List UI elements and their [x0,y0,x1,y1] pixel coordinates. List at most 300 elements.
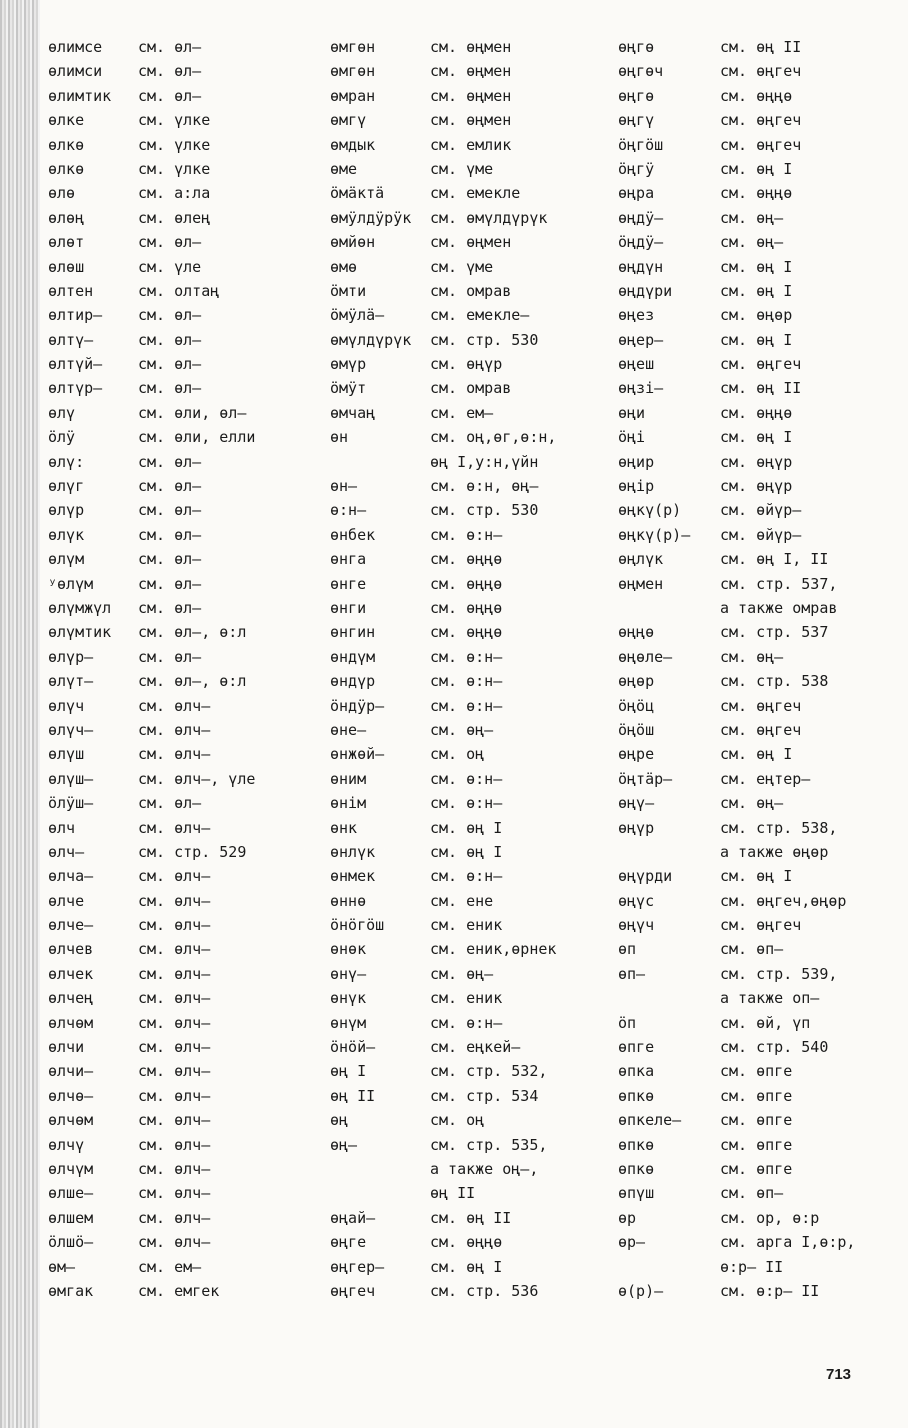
cross-reference: см. өңңө [430,1233,503,1252]
headword: өлчөм [48,1111,94,1130]
entry-row [618,328,793,352]
entry-row [618,669,829,693]
entry-row [330,937,557,961]
entry-row [48,425,256,449]
headword: өңүрди [618,867,673,886]
headword: өлч– [48,842,85,861]
cross-reference: см. өң I [720,745,793,764]
headword: өнгин [330,623,376,642]
headword: öнöгöш [330,916,385,935]
headword: өңкү(р)– [618,525,691,544]
entry-row [48,450,202,474]
cross-reference: см. арга I,ө:р, [720,1233,856,1252]
cross-reference: см. өңөр [720,306,793,325]
cross-reference: см. ө:н– [430,1013,503,1032]
headword: өп– [618,964,646,983]
headword: өңңө [618,623,655,642]
entry-row [618,791,784,815]
cross-reference: см. өл– [138,379,202,398]
entry-row [48,889,211,913]
headword: өлчек [48,964,94,983]
entry-row [330,59,512,83]
headword: өңеш [618,355,655,374]
entry-row [48,596,202,620]
cross-reference: см. стр. 539, [720,964,838,983]
headword: өңүс [618,891,655,910]
cross-reference: см. өң– [720,208,784,227]
cross-reference: см. өңүр [720,477,793,496]
headword: өңөр [618,672,655,691]
entry-row [618,450,793,474]
entry-row [330,1181,476,1205]
headword: өлчөм [48,1013,94,1032]
headword: өңлүк [618,550,664,569]
cross-reference: см. өлең [138,208,211,227]
headword: өлүш [48,745,85,764]
cross-reference: см. өңмен [430,38,512,56]
headword: өңгеч [330,1281,376,1300]
entry-row [618,1206,820,1230]
headword: өлүч– [48,720,94,739]
entry-row [618,1108,793,1132]
headword: өлимсе [48,38,103,56]
entry-row [618,108,802,132]
cross-reference: см. өлч– [138,818,211,837]
cross-reference: см. өңгеч [720,916,802,935]
headword: өлүр– [48,647,94,666]
headword: өнмек [330,867,376,886]
cross-reference: см. өлч– [138,1159,211,1178]
cross-reference: см. өлч– [138,720,211,739]
cross-reference: см. өпге [720,1111,793,1130]
page-binding-shadow [0,0,40,1428]
cross-reference: өң II [430,1184,476,1203]
cross-reference: см. өлч– [138,696,211,715]
entry-row [48,645,202,669]
cross-reference: см. өлч– [138,1135,211,1154]
entry-row [330,1279,539,1303]
cross-reference: см. өпге [720,1159,793,1178]
entry-row [330,206,548,230]
headword: өңүр [618,818,655,837]
entry-row [618,645,784,669]
entry-row [618,718,802,742]
entry-row [618,157,793,181]
cross-reference: см. өңүр [720,452,793,471]
headword: өмгү [330,111,367,130]
entry-row [330,1230,503,1254]
cross-reference: см. ө:н– [430,794,503,813]
headword: өң I [330,1062,367,1081]
cross-reference: см. емекле– [430,306,530,325]
entry-row [48,84,202,108]
cross-reference: см. өл– [138,647,202,666]
cross-reference: см. омрав [430,379,512,398]
headword: өмгөн [330,38,376,56]
entry-row [48,913,211,937]
entry-row [48,986,211,1010]
entry-row [618,1157,793,1181]
cross-reference: см. стр. 529 [138,842,247,861]
cross-reference: см. өңмен [430,86,512,105]
cross-reference: см. өли, өл– [138,403,247,422]
cross-reference: см. еник,өрнек [430,940,557,959]
entry-row [48,1011,211,1035]
cross-reference: см. а:ла [138,184,211,203]
headword: öмти [330,281,367,300]
headword: өлчө– [48,1086,94,1105]
entry-row [330,157,494,181]
cross-reference: см. ө:н– [430,672,503,691]
headword: өмүр [330,355,367,374]
headword: өлшем [48,1208,94,1227]
headword: öндӱр– [330,696,385,715]
headword: өнөк [330,940,367,959]
entry-row [48,1133,211,1157]
entry-row [618,523,802,547]
entry-row [618,425,793,449]
entry-row [48,840,247,864]
entry-row [618,1011,811,1035]
headword: өлтү– [48,330,94,349]
entry-row [48,498,202,522]
headword: өнги [330,598,367,617]
headword: өлчең [48,989,94,1008]
entry-row [48,1035,211,1059]
cross-reference: см. оң [430,745,485,764]
cross-reference: см. өң– [720,647,784,666]
entry-row [618,59,802,83]
headword: өн [330,428,349,447]
entry-row [330,279,512,303]
entry-row [618,376,802,400]
cross-reference: см. олтаң [138,281,220,300]
entry-row [618,889,847,913]
cross-reference: см. өл– [138,598,202,617]
entry-row [48,352,202,376]
entry-row [330,1133,548,1157]
headword: өмгөн [330,62,376,81]
cross-reference: см. өй, үп [720,1013,811,1032]
entry-row [618,547,829,571]
entry-row [330,1255,503,1279]
cross-reference: см. өлч– [138,1013,211,1032]
cross-reference: см. стр. 530 [430,501,539,520]
entry-row [330,889,494,913]
entry-row [48,1157,211,1181]
cross-reference: см. ем– [138,1257,202,1276]
cross-reference: см. өл– [138,525,202,544]
cross-reference: см. өйүр– [720,525,802,544]
entry-row [48,279,220,303]
entry-row [618,1279,820,1303]
entry-row [330,986,503,1010]
cross-reference: см. өң– [430,720,494,739]
headword: өлимси [48,62,103,81]
cross-reference: см. ө:н– [430,696,503,715]
headword: өр– [618,1233,646,1252]
headword: өлү [48,403,76,422]
cross-reference: см. үлке [138,111,211,130]
cross-reference: см. омрав [430,281,512,300]
headword: өлүмжүл [48,598,112,617]
entry-row [48,59,202,83]
cross-reference: см. өң I [720,330,793,349]
entry-row [330,864,503,888]
headword: öңгӱ [618,159,655,178]
headword: өңгө [618,86,655,105]
cross-reference: см. стр. 540 [720,1038,829,1057]
cross-reference: см. өлч–, үле [138,769,256,788]
headword: өндүм [330,647,376,666]
entry-row [330,328,539,352]
entry-row [48,255,202,279]
entry-row [618,620,829,644]
cross-reference: см. өлч– [138,867,211,886]
entry-row [330,498,539,522]
headword: өлч [48,818,76,837]
headword: өлчев [48,940,94,959]
entry-row [618,572,838,596]
entry-row [618,1255,784,1279]
headword: өлүш– [48,769,94,788]
headword: өң [330,1111,349,1130]
cross-reference: см. өңңө [430,550,503,569]
entry-row [330,108,512,132]
headword: өмчаң [330,403,376,422]
headword: өмӱлдӱрӱк [330,208,412,227]
headword: өпкө [618,1159,655,1178]
entry-row [618,913,802,937]
cross-reference: см. өңгеч [720,111,802,130]
headword: өлчүм [48,1159,94,1178]
headword: өң II [330,1086,376,1105]
entry-row [618,401,793,425]
headword: өпкө [618,1135,655,1154]
cross-reference: см. емекле [430,184,521,203]
cross-reference: см. өл– [138,330,202,349]
entry-row [618,230,784,254]
entry-row [330,742,485,766]
headword: öңöц [618,696,655,715]
headword: өним [330,769,367,788]
headword: өң– [330,1135,358,1154]
cross-reference: см. стр. 538 [720,672,829,691]
headword: өңир [618,452,655,471]
entry-row [48,864,211,888]
entry-row [48,620,247,644]
headword: өр [618,1208,637,1227]
entry-row [48,718,211,742]
entry-row [618,1084,793,1108]
cross-reference: см. өл– [138,794,202,813]
cross-reference: см. емгек [138,1281,220,1300]
cross-reference: см. үме [430,257,494,276]
headword: өңөле– [618,647,673,666]
entry-row [618,133,802,157]
cross-reference: см. емлик [430,135,512,154]
entry-row [618,35,802,59]
entry-row [48,694,211,718]
headword: өмдык [330,135,376,154]
cross-reference: см. ор, ө:р [720,1208,820,1227]
cross-reference: см. өл– [138,452,202,471]
entry-row [330,620,503,644]
entry-row [48,1230,211,1254]
entry-row [330,303,530,327]
entry-row [618,474,793,498]
headword: өңер– [618,330,664,349]
headword: өлүч [48,696,85,715]
entry-row [330,84,512,108]
headword: өлчи– [48,1062,94,1081]
entry-row [618,1181,784,1205]
headword: өнүм [330,1013,367,1032]
headword: өңзі– [618,379,664,398]
entry-row [48,181,211,205]
dictionary-column-1 [48,35,256,1303]
entry-row [618,937,784,961]
cross-reference: см. өңгеч [720,355,802,374]
cross-reference: см. өпге [720,1086,793,1105]
cross-reference: см. өңүр [430,355,503,374]
cross-reference: см. өңңө [430,574,503,593]
headword: өңгө [618,38,655,56]
cross-reference: см. өңңө [720,86,793,105]
headword: өңгү [618,111,655,130]
headword: өлүг [48,477,85,496]
entry-row [48,401,247,425]
cross-reference: см. ем– [430,403,494,422]
entry-row [618,864,793,888]
cross-reference: см. оң,өг,ө:н, [430,428,557,447]
cross-reference: см. өңмен [430,111,512,130]
headword: öлшö– [48,1233,94,1252]
headword: öлӱ [48,428,76,447]
cross-reference: см. өң– [720,233,784,252]
cross-reference: см. өл– [138,574,202,593]
headword: өме [330,159,358,178]
entry-row [330,1011,503,1035]
cross-reference: см. өңгеч,өңөр [720,891,847,910]
headword: өлүр [48,501,85,520]
entry-row [618,1035,829,1059]
headword: өңез [618,306,655,325]
headword: ө:н– [330,501,367,520]
entry-row [618,816,838,840]
entry-row [618,840,829,864]
entry-row [618,1230,856,1254]
cross-reference: см. стр. 537, [720,574,838,593]
headword: өңи [618,403,646,422]
headword: öмӱлä– [330,306,385,325]
cross-reference: өң I,у:н,үйн [430,452,539,471]
headword: өмүлдүрүк [330,330,412,349]
entry-row [330,840,503,864]
headword: өн– [330,477,358,496]
cross-reference: см. өңмен [430,62,512,81]
headword: өңра [618,184,655,203]
headword: өлкө [48,159,85,178]
entry-row [330,767,503,791]
entry-row [48,35,202,59]
entry-row [48,1255,202,1279]
cross-reference: см. өң II [720,379,802,398]
cross-reference: см. өң– [430,964,494,983]
headword: өнге [330,574,367,593]
headword: өмө [330,257,358,276]
headword: өлчү [48,1135,85,1154]
entry-row [330,1157,539,1181]
headword: өлча– [48,867,94,886]
cross-reference: см. өң I [720,159,793,178]
headword: өлөт [48,233,85,252]
cross-reference: см. үле [138,257,202,276]
headword: өндүр [330,672,376,691]
cross-reference: см. өлч– [138,1111,211,1130]
cross-reference: а также оң–, [430,1159,539,1178]
cross-reference: см. өң I [430,1257,503,1276]
entry-row [48,937,211,961]
cross-reference: а также омрав [720,598,838,617]
headword: өмгак [48,1281,94,1300]
headword: öңöш [618,720,655,739]
headword: өнім [330,794,367,813]
headword: өңгөч [618,62,664,81]
entry-row [618,181,793,205]
entry-row [618,1133,793,1157]
cross-reference: см. өл– [138,233,202,252]
headword: өнлүк [330,842,376,861]
headword: өңдүри [618,281,673,300]
headword: өнга [330,550,367,569]
cross-reference: см. өңгеч [720,720,802,739]
entry-row [330,230,512,254]
cross-reference: см. стр. 538, [720,818,838,837]
cross-reference: см. еңтер– [720,769,811,788]
entry-row [618,1059,793,1083]
cross-reference: см. өң I [720,867,793,886]
entry-row [330,255,494,279]
cross-reference: см. ө:н– [430,867,503,886]
entry-row [330,694,503,718]
cross-reference: см. өлч– [138,1062,211,1081]
entry-row [330,1059,548,1083]
headword: өпкеле– [618,1111,682,1130]
headword: өлке [48,111,85,130]
cross-reference: см. өлч– [138,1038,211,1057]
cross-reference: см. стр. 530 [430,330,539,349]
cross-reference: см. стр. 535, [430,1135,548,1154]
cross-reference: см. стр. 536 [430,1281,539,1300]
headword: өңкү(р) [618,501,682,520]
cross-reference: см. өп– [720,940,784,959]
entry-row [618,303,793,327]
entry-row [330,962,494,986]
entry-row [330,669,503,693]
entry-row [330,645,503,669]
headword: өннө [330,891,367,910]
cross-reference: а также өңөр [720,842,829,861]
cross-reference: см. өлч– [138,1184,211,1203]
entry-row [618,255,793,279]
headword: өлтен [48,281,94,300]
entry-row [618,767,811,791]
cross-reference: см. өлч– [138,916,211,935]
headword: өнүк [330,989,367,1008]
headword: öңдӱ– [618,233,664,252]
dictionary-column-3 [618,35,856,1303]
